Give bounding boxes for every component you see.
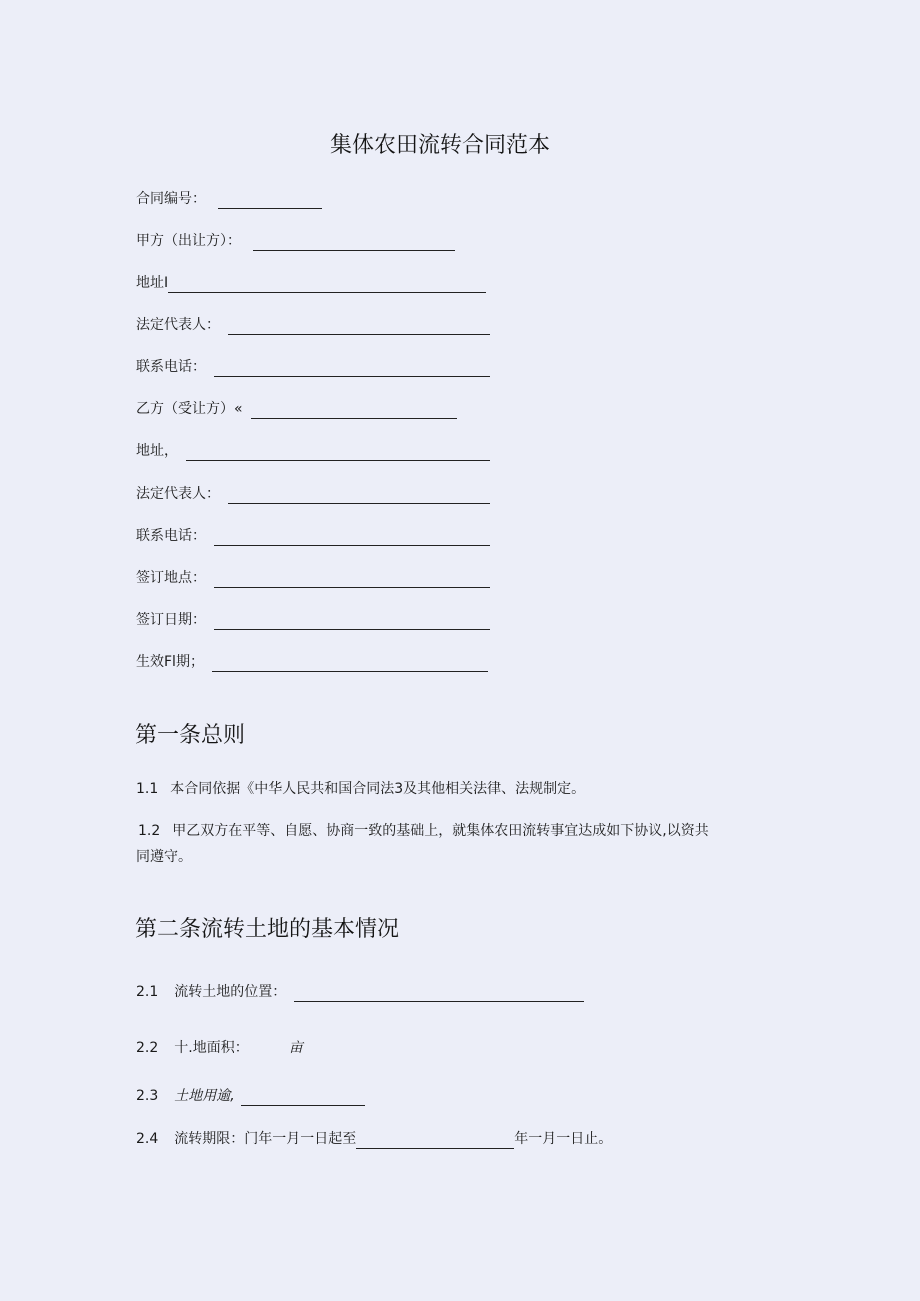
clause-suffix: 年一月一日止。 <box>514 1131 613 1147</box>
clause-number: 2.3 <box>136 1088 159 1104</box>
clause-2-3 <box>136 1086 365 1106</box>
field-effective-date <box>136 652 488 672</box>
field-party-b-address <box>136 441 490 461</box>
document-title: 集体农田流转合同范本 <box>329 133 550 158</box>
clause-text: 本合同依据《中华人民共和国合同法3及其他相关法律、法规制定。 <box>170 781 586 797</box>
section-1-heading: 第一条总则 <box>135 723 246 748</box>
party-a-phone-blank[interactable] <box>214 360 490 377</box>
field-label: 乙方（受让方）« <box>136 401 243 417</box>
clause-1-1 <box>136 779 585 799</box>
clause-2-2 <box>136 1038 303 1058</box>
clause-number: 2.2 <box>136 1040 159 1056</box>
field-label: 法定代表人： <box>136 486 220 502</box>
party-b-address-blank[interactable] <box>186 444 490 461</box>
clause-number: 2.4 <box>136 1131 159 1147</box>
party-a-blank[interactable] <box>253 234 455 251</box>
party-b-legal-rep-blank[interactable] <box>228 487 490 504</box>
clause-label: 土地用逾, <box>174 1088 235 1104</box>
field-label: 联系电话： <box>136 528 206 544</box>
contract-number-blank[interactable] <box>218 192 322 209</box>
field-party-b-phone <box>136 526 490 546</box>
field-label: 联系电话： <box>136 359 206 375</box>
field-label: 甲方（出让方）： <box>136 233 241 249</box>
field-party-a-phone <box>136 357 490 377</box>
clause-label: 流转期限：门年一月一日起至 <box>174 1131 357 1147</box>
field-party-b <box>136 399 457 419</box>
clause-label: 十.地面积： <box>174 1040 249 1056</box>
field-label: 地址， <box>136 443 178 459</box>
clause-1-2 <box>138 821 709 841</box>
clause-2-4 <box>136 1129 612 1149</box>
signing-date-blank[interactable] <box>214 613 490 630</box>
end-year-blank[interactable] <box>356 1132 514 1149</box>
section-2-heading: 第二条流转土地的基本情况 <box>135 917 400 942</box>
land-use-blank[interactable] <box>241 1089 365 1106</box>
field-label: 签订日期： <box>136 612 206 628</box>
field-signing-date <box>136 610 490 630</box>
clause-text-line1: 甲乙双方在平等、自愿、协商一致的基础上，就集体农田流转事宜达成如下协议,以资共 <box>172 823 709 839</box>
field-label: 生效Fl期； <box>136 654 204 670</box>
field-label: 法定代表人： <box>136 317 220 333</box>
clause-number: 1.2 <box>138 823 161 839</box>
field-label: 签订地点： <box>136 570 206 586</box>
party-b-phone-blank[interactable] <box>214 529 490 546</box>
clause-label: 流转土地的位置： <box>174 984 287 1000</box>
effective-date-blank[interactable] <box>212 655 488 672</box>
clause-text-line2: 同遵守。 <box>136 849 192 865</box>
field-party-b-legal-rep <box>136 484 490 504</box>
party-b-blank[interactable] <box>251 402 457 419</box>
field-party-a-address <box>136 273 486 293</box>
field-party-a <box>136 231 455 251</box>
clause-number: 2.1 <box>136 984 159 1000</box>
field-signing-place <box>136 568 490 588</box>
signing-place-blank[interactable] <box>214 571 490 588</box>
field-label: 地址I <box>136 275 169 291</box>
field-label: 合同编号： <box>136 191 206 207</box>
area-unit: 亩 <box>288 1040 303 1056</box>
clause-2-1 <box>136 982 584 1002</box>
land-location-blank[interactable] <box>294 985 584 1002</box>
clause-number: 1.1 <box>136 781 159 797</box>
party-a-legal-rep-blank[interactable] <box>228 318 490 335</box>
field-party-a-legal-rep <box>136 315 490 335</box>
party-a-address-blank[interactable] <box>168 276 486 293</box>
clause-1-2-continued <box>136 847 192 867</box>
field-contract-number <box>136 189 322 209</box>
